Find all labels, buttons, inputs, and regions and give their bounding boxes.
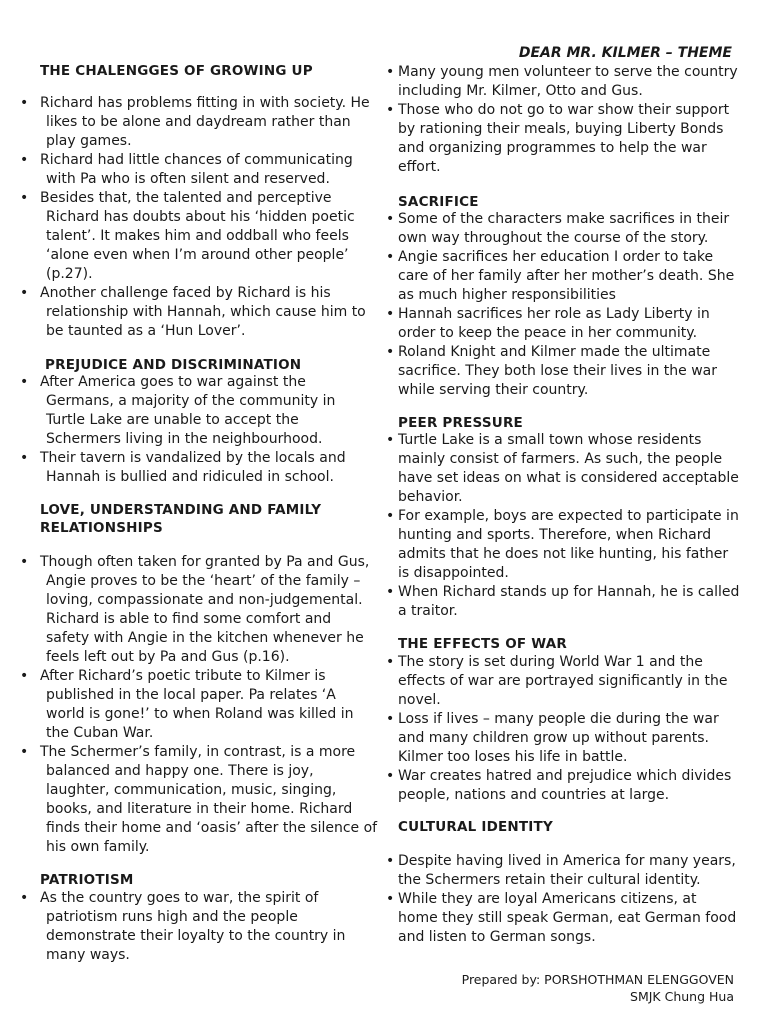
- list-item: • Their tavern is vandalized by the locals and Hannah is bullied and ridiculed in school.: [20, 449, 378, 487]
- list-effects-of-war: [384, 653, 740, 805]
- heading-patriotism: PATRIOTISM: [40, 872, 134, 888]
- list-item: • War creates hatred and prejudice which divides people, nations and countries at large.: [384, 767, 740, 805]
- list-item: • Despite having lived in America for many years, the Schermers retain their cultural identity.: [384, 852, 740, 890]
- heading-family: LOVE, UNDERSTANDING AND FAMILY RELATIONSHIPS: [40, 502, 322, 536]
- list-item: • When Richard stands up for Hannah, he is called a traitor.: [384, 583, 740, 621]
- list-prejudice: [20, 373, 378, 487]
- heading-challenges: THE CHALENGGES OF GROWING UP: [40, 63, 313, 79]
- list-item: • While they are loyal Americans citizens, at home they still speak German, eat German food and listen to German songs.: [384, 890, 740, 947]
- heading-prejudice: PREJUDICE AND DISCRIMINATION: [45, 357, 302, 373]
- list-item: • The story is set during World War 1 and the effects of war are portrayed significantly in the novel.: [384, 653, 740, 710]
- school-line: SMJK Chung Hua: [630, 989, 734, 1004]
- list-sacrifice: [384, 210, 740, 400]
- list-item: • The Schermer’s family, in contrast, is a more balanced and happy one. There is joy, laughter, communication, music, singing, books, and literature in their home. Richard finds their home and ‘oasis’ after the silence of his own family.: [20, 743, 378, 857]
- list-item: • Those who do not go to war show their support by rationing their meals, buying Liberty Bonds and organizing programmes to help the war effort.: [384, 101, 740, 177]
- list-item: • After Richard’s poetic tribute to Kilmer is published in the local paper. Pa relates ‘A world is gone!’ to when Roland was killed in the Cuban War.: [20, 667, 378, 743]
- list-item: • Many young men volunteer to serve the country including Mr. Kilmer, Otto and Gus.: [384, 63, 740, 101]
- list-item: • For example, boys are expected to participate in hunting and sports. Therefore, when Richard admits that he does not like hunting, his father is disappointed.: [384, 507, 740, 583]
- list-item: • Turtle Lake is a small town whose residents mainly consist of farmers. As such, the people have set ideas on what is considered acceptable behavior.: [384, 431, 740, 507]
- footer: [462, 971, 734, 1005]
- list-patriotism: [20, 889, 360, 965]
- list-item: • Richard had little chances of communicating with Pa who is often silent and reserved.: [20, 151, 378, 189]
- list-cultural-identity: [384, 852, 740, 947]
- heading-cultural-identity: CULTURAL IDENTITY: [398, 819, 553, 835]
- list-item: • As the country goes to war, the spirit of patriotism runs high and the people demonstrate their loyalty to the country in many ways.: [20, 889, 360, 965]
- prepared-by-line: Prepared by: PORSHOTHMAN ELENGGOVEN: [461, 972, 734, 987]
- heading-sacrifice: SACRIFICE: [398, 194, 479, 210]
- list-item: • Loss if lives – many people die during the war and many children grow up without parents. Kilmer too loses his life in battle.: [384, 710, 740, 767]
- list-item: • Besides that, the talented and perceptive Richard has doubts about his ‘hidden poetic talent’. It makes him and oddball who feels ‘alone even when I’m around other people’ (p.27).: [20, 189, 378, 284]
- list-item: • Though often taken for granted by Pa and Gus, Angie proves to be the ‘heart’ of the family – loving, compassionate and non-judgemental. Richard is able to find some comfort and safety with Angie in the kitchen whenever he feels left out by Pa and Gus (p.16).: [20, 553, 378, 667]
- list-item: • Roland Knight and Kilmer made the ultimate sacrifice. They both lose their lives in the war while serving their country.: [384, 343, 740, 400]
- list-item: • Richard has problems fitting in with society. He likes to be alone and daydream rather than play games.: [20, 94, 378, 151]
- list-family: [20, 553, 378, 857]
- list-item: • Another challenge faced by Richard is his relationship with Hannah, which cause him to be taunted as a ‘Hun Lover’.: [20, 284, 378, 341]
- list-item: • After America goes to war against the Germans, a majority of the community in Turtle Lake are unable to accept the Schermers living in the neighbourhood.: [20, 373, 378, 449]
- list-challenges: [20, 94, 378, 341]
- list-item: • Hannah sacrifices her role as Lady Liberty in order to keep the peace in her community.: [384, 305, 740, 343]
- list-item: • Some of the characters make sacrifices in their own way throughout the course of the story.: [384, 210, 740, 248]
- document-title: DEAR MR. KILMER – THEME: [518, 45, 732, 61]
- list-intro: [384, 63, 740, 177]
- heading-peer-pressure: PEER PRESSURE: [398, 415, 523, 431]
- list-item: • Angie sacrifices her education I order to take care of her family after her mother’s death. She as much higher responsibilities: [384, 248, 740, 305]
- heading-effects-of-war: THE EFFECTS OF WAR: [398, 636, 567, 652]
- list-peer-pressure: [384, 431, 740, 621]
